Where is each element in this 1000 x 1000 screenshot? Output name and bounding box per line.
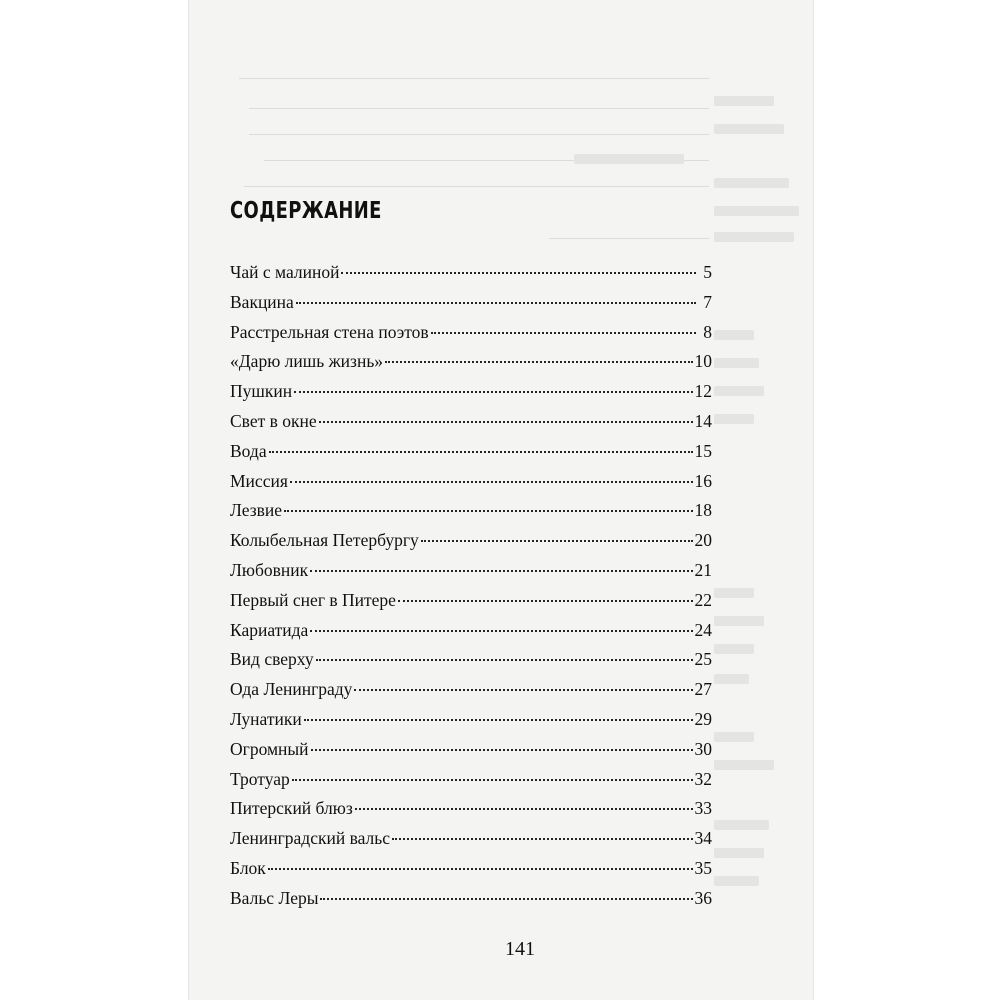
toc-entry-title: Колыбельная Петербургу: [230, 530, 419, 551]
toc-entry-title: Огромный: [230, 738, 309, 759]
toc-entry: [230, 322, 712, 352]
toc-entry: [230, 411, 712, 441]
dot-leader: [290, 481, 693, 483]
toc-entry-page: 32: [694, 768, 712, 789]
toc-entry-title: Вальс Леры: [230, 887, 319, 908]
toc-entry-title: Тротуар: [230, 768, 290, 789]
toc-entry-page: 20: [694, 530, 712, 551]
toc-entry: [230, 590, 712, 620]
toc-entry-title: Первый снег в Питере: [230, 589, 396, 610]
toc-entry-title: Расстрельная стена поэтов: [230, 321, 429, 342]
toc-entry: [230, 709, 712, 739]
toc-entry-page: 15: [694, 440, 712, 461]
dot-leader: [341, 272, 696, 274]
toc-entry-title: Ленинградский вальс: [230, 828, 391, 849]
toc-entry: [230, 679, 712, 709]
dot-leader: [284, 510, 692, 512]
dot-leader: [385, 361, 692, 363]
toc-entry-title: Лунатики: [230, 708, 302, 729]
toc-entry: [230, 649, 712, 679]
page-number: 141: [505, 938, 535, 960]
toc-entry: [230, 739, 712, 769]
toc-entry-page: 35: [694, 857, 712, 878]
toc-entry: [230, 292, 712, 322]
dot-leader: [296, 302, 696, 304]
dot-leader: [354, 689, 692, 691]
dot-leader: [311, 749, 693, 751]
toc-entry-title: Кариатида: [230, 619, 309, 640]
dot-leader: [421, 540, 693, 542]
toc-entry: [230, 560, 712, 590]
toc-entry: [230, 381, 712, 411]
toc-entry-page: 25: [694, 649, 712, 670]
dot-leader: [310, 630, 692, 632]
toc-entry-title: Лезвие: [230, 500, 283, 521]
toc-entry: [230, 858, 712, 888]
dot-leader: [398, 600, 693, 602]
toc-entry-page: 27: [694, 679, 712, 700]
dot-leader: [294, 391, 692, 393]
toc-entry-page: 21: [694, 559, 712, 580]
toc-entry: [230, 500, 712, 530]
toc-entry-title: Питерский блюз: [230, 798, 353, 819]
toc-entry: [230, 441, 712, 471]
toc-entry: [230, 471, 712, 501]
toc-entry: [230, 798, 712, 828]
toc-entry-title: Свет в окне: [230, 410, 317, 431]
toc-entry-page: 34: [694, 828, 712, 849]
toc-entry-page: 22: [694, 589, 712, 610]
dot-leader: [269, 451, 693, 453]
dot-leader: [304, 719, 693, 721]
toc-entry-page: 14: [694, 410, 712, 431]
toc-entry-title: Вид сверху: [230, 649, 314, 670]
toc-entry-page: 10: [694, 351, 712, 372]
toc-entry: [230, 530, 712, 560]
toc-entry-title: Ода Ленинграду: [230, 679, 353, 700]
toc-entry-title: Вакцина: [230, 291, 294, 312]
dot-leader: [268, 868, 693, 870]
toc-entry-title: Блок: [230, 857, 266, 878]
dot-leader: [310, 570, 692, 572]
toc-entry-title: Любовник: [230, 559, 309, 580]
dot-leader: [316, 659, 693, 661]
dot-leader: [355, 808, 693, 810]
toc-entry-page: 33: [694, 798, 712, 819]
table-of-contents: [230, 262, 712, 918]
dot-leader: [431, 332, 696, 334]
toc-entry-page: 8: [703, 321, 712, 342]
dot-leader: [319, 421, 693, 423]
toc-entry-page: 30: [694, 738, 712, 759]
page-title: СОДЕРЖАНИЕ: [230, 198, 382, 224]
toc-entry-title: Чай с малиной: [230, 262, 340, 282]
dot-leader: [392, 838, 692, 840]
toc-entry: [230, 888, 712, 918]
toc-entry: [230, 620, 712, 650]
toc-entry-page: 12: [694, 381, 712, 402]
toc-entry: [230, 828, 712, 858]
toc-entry-page: 5: [703, 262, 712, 282]
toc-entry-page: 18: [694, 500, 712, 521]
toc-entry-title: «Дарю лишь жизнь»: [230, 351, 384, 372]
toc-entry-page: 16: [694, 470, 712, 491]
toc-entry-page: 36: [694, 887, 712, 908]
toc-entry: [230, 262, 712, 292]
dot-leader: [292, 779, 693, 781]
toc-entry-page: 7: [703, 291, 712, 312]
toc-entry: [230, 351, 712, 381]
toc-entry-title: Миссия: [230, 470, 288, 491]
toc-entry-page: 29: [694, 708, 712, 729]
dot-leader: [320, 898, 692, 900]
toc-entry-title: Пушкин: [230, 381, 293, 402]
toc-entry-title: Вода: [230, 440, 267, 461]
toc-entry: [230, 769, 712, 799]
toc-entry-page: 24: [694, 619, 712, 640]
